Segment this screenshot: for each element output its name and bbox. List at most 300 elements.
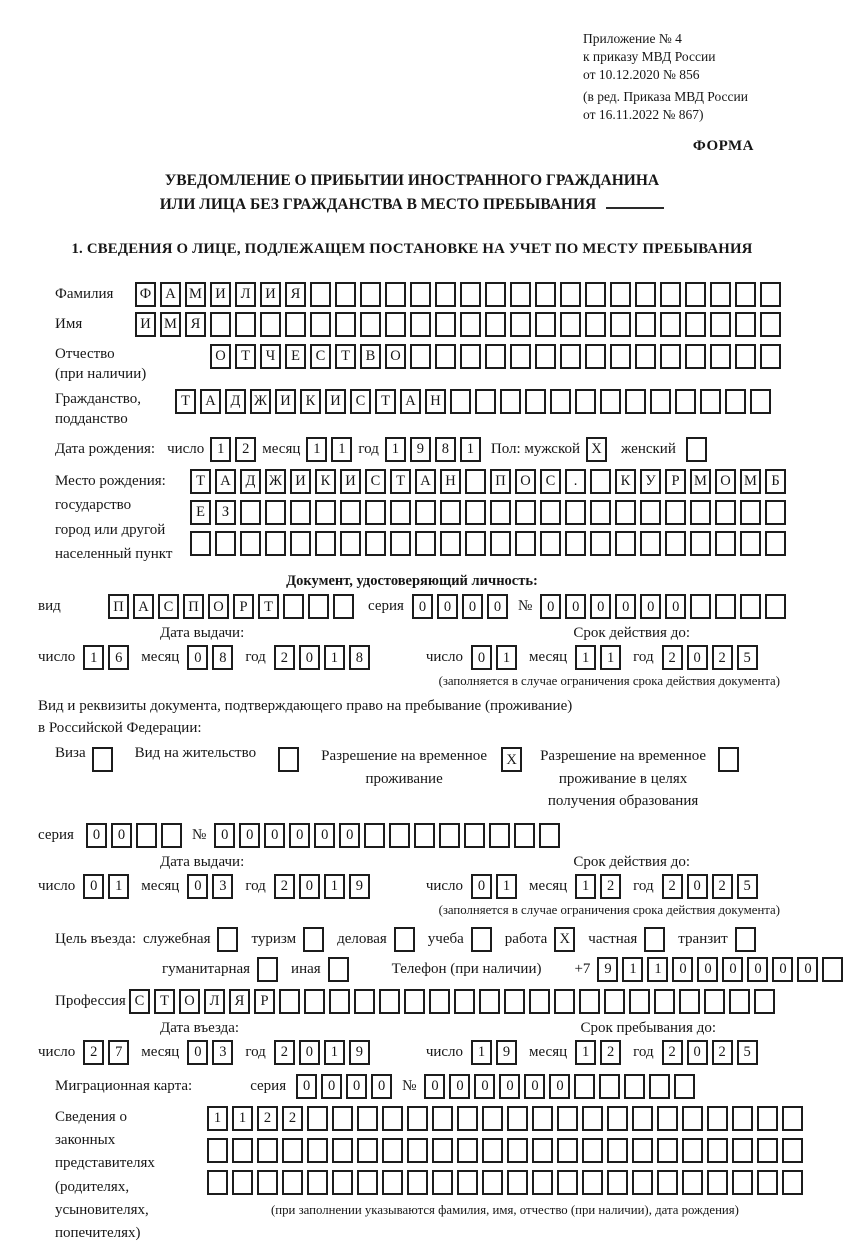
form-cell[interactable]: 3 (212, 1040, 233, 1065)
form-cell[interactable]: 1 (471, 1040, 492, 1065)
form-cell[interactable] (92, 747, 113, 772)
form-cell[interactable]: 8 (212, 645, 233, 670)
form-cell[interactable] (557, 1106, 578, 1131)
form-cell[interactable]: 0 (471, 874, 492, 899)
form-cell[interactable] (610, 282, 631, 307)
form-cell[interactable]: А (160, 282, 181, 307)
form-cell[interactable]: 2 (274, 874, 295, 899)
form-cell[interactable]: 9 (349, 874, 370, 899)
form-cell[interactable] (654, 989, 675, 1014)
form-cell[interactable]: К (615, 469, 636, 494)
form-cell[interactable]: Ж (265, 469, 286, 494)
form-cell[interactable] (610, 312, 631, 337)
form-cell[interactable] (464, 823, 485, 848)
form-cell[interactable] (710, 312, 731, 337)
form-cell[interactable] (414, 823, 435, 848)
form-cell[interactable]: 1 (600, 645, 621, 670)
form-cell[interactable] (407, 1106, 428, 1131)
form-cell[interactable]: П (108, 594, 129, 619)
form-cell[interactable]: 0 (321, 1074, 342, 1099)
form-cell[interactable]: О (210, 344, 231, 369)
form-cell[interactable] (407, 1170, 428, 1195)
form-cell[interactable] (432, 1106, 453, 1131)
form-cell[interactable] (557, 1138, 578, 1163)
form-cell[interactable]: 0 (86, 823, 107, 848)
form-cell[interactable] (439, 823, 460, 848)
form-cell[interactable] (240, 500, 261, 525)
form-cell[interactable]: Я (185, 312, 206, 337)
form-cell[interactable]: Ф (135, 282, 156, 307)
form-cell[interactable] (482, 1170, 503, 1195)
form-cell[interactable]: 0 (687, 874, 708, 899)
form-cell[interactable]: 1 (324, 874, 345, 899)
form-cell[interactable] (435, 282, 456, 307)
form-cell[interactable]: Т (258, 594, 279, 619)
form-cell[interactable] (732, 1138, 753, 1163)
form-cell[interactable] (360, 312, 381, 337)
form-cell[interactable] (782, 1170, 803, 1195)
form-cell[interactable]: А (400, 389, 421, 414)
form-cell[interactable]: 1 (331, 437, 352, 462)
form-cell[interactable] (257, 1138, 278, 1163)
form-cell[interactable] (735, 927, 756, 952)
form-cell[interactable]: 1 (575, 645, 596, 670)
form-cell[interactable] (707, 1138, 728, 1163)
form-cell[interactable]: 5 (737, 645, 758, 670)
form-cell[interactable] (604, 989, 625, 1014)
form-cell[interactable]: И (260, 282, 281, 307)
form-cell[interactable] (710, 282, 731, 307)
form-cell[interactable] (635, 282, 656, 307)
form-cell[interactable]: 1 (207, 1106, 228, 1131)
form-cell[interactable]: О (385, 344, 406, 369)
form-cell[interactable]: 2 (83, 1040, 104, 1065)
form-cell[interactable]: И (275, 389, 296, 414)
form-cell[interactable] (190, 531, 211, 556)
form-cell[interactable]: О (715, 469, 736, 494)
form-cell[interactable]: С (158, 594, 179, 619)
form-cell[interactable]: 1 (324, 645, 345, 670)
form-cell[interactable] (485, 282, 506, 307)
form-cell[interactable]: Ж (250, 389, 271, 414)
form-cell[interactable]: 0 (474, 1074, 495, 1099)
form-cell[interactable]: 0 (540, 594, 561, 619)
form-cell[interactable] (385, 312, 406, 337)
form-cell[interactable] (600, 389, 621, 414)
form-cell[interactable] (540, 531, 561, 556)
form-cell[interactable]: М (185, 282, 206, 307)
form-cell[interactable]: X (586, 437, 607, 462)
form-cell[interactable] (457, 1106, 478, 1131)
form-cell[interactable] (665, 500, 686, 525)
form-cell[interactable] (432, 1138, 453, 1163)
form-cell[interactable]: 0 (214, 823, 235, 848)
form-cell[interactable]: Б (765, 469, 786, 494)
form-cell[interactable]: 2 (274, 1040, 295, 1065)
form-cell[interactable] (465, 500, 486, 525)
form-cell[interactable] (757, 1138, 778, 1163)
form-cell[interactable] (532, 1170, 553, 1195)
form-cell[interactable] (460, 312, 481, 337)
form-cell[interactable] (329, 989, 350, 1014)
form-cell[interactable]: 0 (697, 957, 718, 982)
form-cell[interactable] (457, 1138, 478, 1163)
form-cell[interactable] (382, 1138, 403, 1163)
form-cell[interactable] (607, 1138, 628, 1163)
form-cell[interactable]: 0 (722, 957, 743, 982)
form-cell[interactable]: 1 (496, 874, 517, 899)
form-cell[interactable] (735, 344, 756, 369)
form-cell[interactable] (610, 344, 631, 369)
form-cell[interactable] (690, 500, 711, 525)
form-cell[interactable] (718, 747, 739, 772)
form-cell[interactable]: И (135, 312, 156, 337)
form-cell[interactable] (290, 531, 311, 556)
form-cell[interactable] (565, 500, 586, 525)
form-cell[interactable] (565, 531, 586, 556)
form-cell[interactable] (382, 1170, 403, 1195)
form-cell[interactable] (535, 282, 556, 307)
form-cell[interactable]: Д (240, 469, 261, 494)
form-cell[interactable]: 0 (187, 1040, 208, 1065)
form-cell[interactable] (435, 312, 456, 337)
form-cell[interactable]: Т (375, 389, 396, 414)
form-cell[interactable]: 5 (737, 1040, 758, 1065)
form-cell[interactable] (429, 989, 450, 1014)
form-cell[interactable] (765, 500, 786, 525)
form-cell[interactable] (560, 344, 581, 369)
form-cell[interactable] (279, 989, 300, 1014)
form-cell[interactable] (560, 282, 581, 307)
form-cell[interactable] (485, 312, 506, 337)
form-cell[interactable] (715, 531, 736, 556)
form-cell[interactable]: М (740, 469, 761, 494)
form-cell[interactable] (407, 1138, 428, 1163)
form-cell[interactable]: 3 (212, 874, 233, 899)
form-cell[interactable] (682, 1138, 703, 1163)
form-cell[interactable] (500, 389, 521, 414)
form-cell[interactable] (732, 1106, 753, 1131)
form-cell[interactable] (410, 282, 431, 307)
form-cell[interactable] (632, 1106, 653, 1131)
form-cell[interactable] (557, 1170, 578, 1195)
form-cell[interactable]: Т (235, 344, 256, 369)
form-cell[interactable] (710, 344, 731, 369)
form-cell[interactable] (660, 344, 681, 369)
form-cell[interactable] (704, 989, 725, 1014)
form-cell[interactable]: Е (190, 500, 211, 525)
form-cell[interactable] (532, 1106, 553, 1131)
form-cell[interactable] (161, 823, 182, 848)
form-cell[interactable] (365, 500, 386, 525)
form-cell[interactable]: О (515, 469, 536, 494)
form-cell[interactable]: 0 (346, 1074, 367, 1099)
form-cell[interactable] (333, 594, 354, 619)
form-cell[interactable]: Я (229, 989, 250, 1014)
form-cell[interactable] (685, 344, 706, 369)
form-cell[interactable]: 6 (108, 645, 129, 670)
form-cell[interactable]: 0 (83, 874, 104, 899)
form-cell[interactable]: 0 (264, 823, 285, 848)
form-cell[interactable] (640, 500, 661, 525)
form-cell[interactable]: 2 (712, 645, 733, 670)
form-cell[interactable] (340, 531, 361, 556)
form-cell[interactable]: 0 (747, 957, 768, 982)
form-cell[interactable] (757, 1106, 778, 1131)
form-cell[interactable]: 2 (662, 645, 683, 670)
form-cell[interactable]: 0 (615, 594, 636, 619)
form-cell[interactable] (735, 282, 756, 307)
form-cell[interactable] (554, 989, 575, 1014)
form-cell[interactable] (624, 1074, 645, 1099)
form-cell[interactable]: А (200, 389, 221, 414)
form-cell[interactable] (382, 1106, 403, 1131)
form-cell[interactable] (385, 282, 406, 307)
form-cell[interactable] (532, 1138, 553, 1163)
form-cell[interactable] (365, 531, 386, 556)
form-cell[interactable]: 0 (371, 1074, 392, 1099)
form-cell[interactable]: 2 (662, 1040, 683, 1065)
form-cell[interactable] (283, 594, 304, 619)
form-cell[interactable]: 2 (274, 645, 295, 670)
form-cell[interactable] (757, 1170, 778, 1195)
form-cell[interactable] (460, 282, 481, 307)
form-cell[interactable] (360, 282, 381, 307)
form-cell[interactable]: К (300, 389, 321, 414)
form-cell[interactable]: Д (225, 389, 246, 414)
form-cell[interactable] (475, 389, 496, 414)
form-cell[interactable] (332, 1138, 353, 1163)
form-cell[interactable]: . (565, 469, 586, 494)
form-cell[interactable] (707, 1106, 728, 1131)
form-cell[interactable] (257, 957, 278, 982)
form-cell[interactable] (308, 594, 329, 619)
form-cell[interactable]: 0 (314, 823, 335, 848)
form-cell[interactable]: 1 (385, 437, 406, 462)
form-cell[interactable] (282, 1138, 303, 1163)
form-cell[interactable] (207, 1138, 228, 1163)
form-cell[interactable]: 0 (687, 645, 708, 670)
form-cell[interactable] (471, 927, 492, 952)
form-cell[interactable] (357, 1170, 378, 1195)
form-cell[interactable] (575, 389, 596, 414)
form-cell[interactable]: Т (154, 989, 175, 1014)
form-cell[interactable]: 0 (687, 1040, 708, 1065)
form-cell[interactable] (690, 594, 711, 619)
form-cell[interactable] (574, 1074, 595, 1099)
form-cell[interactable]: 1 (575, 874, 596, 899)
form-cell[interactable] (525, 389, 546, 414)
form-cell[interactable] (590, 500, 611, 525)
form-cell[interactable] (665, 531, 686, 556)
form-cell[interactable]: 0 (640, 594, 661, 619)
form-cell[interactable]: 0 (299, 1040, 320, 1065)
form-cell[interactable]: С (350, 389, 371, 414)
form-cell[interactable] (674, 1074, 695, 1099)
form-cell[interactable] (514, 823, 535, 848)
form-cell[interactable]: 1 (232, 1106, 253, 1131)
form-cell[interactable]: А (215, 469, 236, 494)
form-cell[interactable]: 1 (108, 874, 129, 899)
form-cell[interactable]: 0 (289, 823, 310, 848)
form-cell[interactable]: Р (665, 469, 686, 494)
form-cell[interactable]: 0 (797, 957, 818, 982)
form-cell[interactable] (415, 500, 436, 525)
form-cell[interactable] (490, 531, 511, 556)
form-cell[interactable] (685, 282, 706, 307)
form-cell[interactable] (504, 989, 525, 1014)
form-cell[interactable] (690, 531, 711, 556)
form-cell[interactable]: А (415, 469, 436, 494)
form-cell[interactable] (585, 312, 606, 337)
form-cell[interactable] (440, 531, 461, 556)
form-cell[interactable] (482, 1138, 503, 1163)
form-cell[interactable]: И (210, 282, 231, 307)
form-cell[interactable] (685, 312, 706, 337)
form-cell[interactable]: Р (254, 989, 275, 1014)
form-cell[interactable]: 1 (306, 437, 327, 462)
form-cell[interactable] (410, 344, 431, 369)
form-cell[interactable]: 0 (487, 594, 508, 619)
form-cell[interactable]: 0 (187, 645, 208, 670)
form-cell[interactable] (510, 312, 531, 337)
form-cell[interactable]: 1 (496, 645, 517, 670)
form-cell[interactable] (389, 823, 410, 848)
form-cell[interactable] (432, 1170, 453, 1195)
form-cell[interactable]: Н (440, 469, 461, 494)
form-cell[interactable]: К (315, 469, 336, 494)
form-cell[interactable] (482, 1106, 503, 1131)
form-cell[interactable]: Л (204, 989, 225, 1014)
form-cell[interactable]: 1 (460, 437, 481, 462)
form-cell[interactable] (782, 1138, 803, 1163)
form-cell[interactable]: Ч (260, 344, 281, 369)
form-cell[interactable] (660, 282, 681, 307)
form-cell[interactable] (715, 500, 736, 525)
form-cell[interactable] (657, 1170, 678, 1195)
form-cell[interactable] (479, 989, 500, 1014)
form-cell[interactable] (582, 1106, 603, 1131)
form-cell[interactable]: А (133, 594, 154, 619)
form-cell[interactable]: О (208, 594, 229, 619)
form-cell[interactable] (136, 823, 157, 848)
form-cell[interactable] (332, 1106, 353, 1131)
form-cell[interactable]: 1 (575, 1040, 596, 1065)
form-cell[interactable] (765, 531, 786, 556)
form-cell[interactable] (640, 531, 661, 556)
form-cell[interactable]: 8 (349, 645, 370, 670)
form-cell[interactable]: 9 (597, 957, 618, 982)
form-cell[interactable]: 2 (600, 1040, 621, 1065)
form-cell[interactable] (590, 469, 611, 494)
form-cell[interactable] (615, 531, 636, 556)
form-cell[interactable]: Т (190, 469, 211, 494)
form-cell[interactable]: В (360, 344, 381, 369)
form-cell[interactable]: Е (285, 344, 306, 369)
form-cell[interactable] (260, 312, 281, 337)
form-cell[interactable]: 9 (410, 437, 431, 462)
form-cell[interactable] (754, 989, 775, 1014)
form-cell[interactable] (257, 1170, 278, 1195)
form-cell[interactable] (535, 344, 556, 369)
form-cell[interactable] (390, 500, 411, 525)
form-cell[interactable] (335, 282, 356, 307)
form-cell[interactable]: 0 (772, 957, 793, 982)
form-cell[interactable] (454, 989, 475, 1014)
form-cell[interactable] (510, 344, 531, 369)
form-cell[interactable]: X (501, 747, 522, 772)
form-cell[interactable] (315, 531, 336, 556)
form-cell[interactable] (278, 747, 299, 772)
form-cell[interactable] (760, 344, 781, 369)
form-cell[interactable]: С (129, 989, 150, 1014)
form-cell[interactable] (539, 823, 560, 848)
form-cell[interactable]: 0 (549, 1074, 570, 1099)
form-cell[interactable] (307, 1170, 328, 1195)
form-cell[interactable] (607, 1106, 628, 1131)
form-cell[interactable] (735, 312, 756, 337)
form-cell[interactable]: У (640, 469, 661, 494)
form-cell[interactable] (740, 500, 761, 525)
form-cell[interactable]: 0 (299, 874, 320, 899)
form-cell[interactable] (529, 989, 550, 1014)
form-cell[interactable]: С (310, 344, 331, 369)
form-cell[interactable]: 0 (187, 874, 208, 899)
form-cell[interactable]: 2 (712, 1040, 733, 1065)
form-cell[interactable]: 0 (565, 594, 586, 619)
form-cell[interactable]: X (554, 927, 575, 952)
form-cell[interactable] (660, 312, 681, 337)
form-cell[interactable]: Л (235, 282, 256, 307)
form-cell[interactable] (740, 594, 761, 619)
form-cell[interactable]: П (183, 594, 204, 619)
form-cell[interactable] (290, 500, 311, 525)
form-cell[interactable] (740, 531, 761, 556)
form-cell[interactable] (335, 312, 356, 337)
form-cell[interactable] (644, 927, 665, 952)
form-cell[interactable]: И (325, 389, 346, 414)
form-cell[interactable] (465, 531, 486, 556)
form-cell[interactable]: 1 (210, 437, 231, 462)
form-cell[interactable] (650, 389, 671, 414)
form-cell[interactable] (217, 927, 238, 952)
form-cell[interactable] (782, 1106, 803, 1131)
form-cell[interactable] (315, 500, 336, 525)
form-cell[interactable] (457, 1170, 478, 1195)
form-cell[interactable] (625, 389, 646, 414)
form-cell[interactable] (682, 1170, 703, 1195)
form-cell[interactable]: 0 (239, 823, 260, 848)
form-cell[interactable]: 0 (296, 1074, 317, 1099)
form-cell[interactable] (550, 389, 571, 414)
form-cell[interactable] (615, 500, 636, 525)
form-cell[interactable] (750, 389, 771, 414)
form-cell[interactable] (590, 531, 611, 556)
form-cell[interactable]: И (290, 469, 311, 494)
form-cell[interactable] (585, 344, 606, 369)
form-cell[interactable] (485, 344, 506, 369)
form-cell[interactable] (760, 312, 781, 337)
form-cell[interactable] (515, 531, 536, 556)
form-cell[interactable] (632, 1138, 653, 1163)
form-cell[interactable] (232, 1170, 253, 1195)
form-cell[interactable] (435, 344, 456, 369)
form-cell[interactable] (729, 989, 750, 1014)
form-cell[interactable]: Н (425, 389, 446, 414)
form-cell[interactable] (410, 312, 431, 337)
form-cell[interactable] (649, 1074, 670, 1099)
form-cell[interactable] (607, 1170, 628, 1195)
